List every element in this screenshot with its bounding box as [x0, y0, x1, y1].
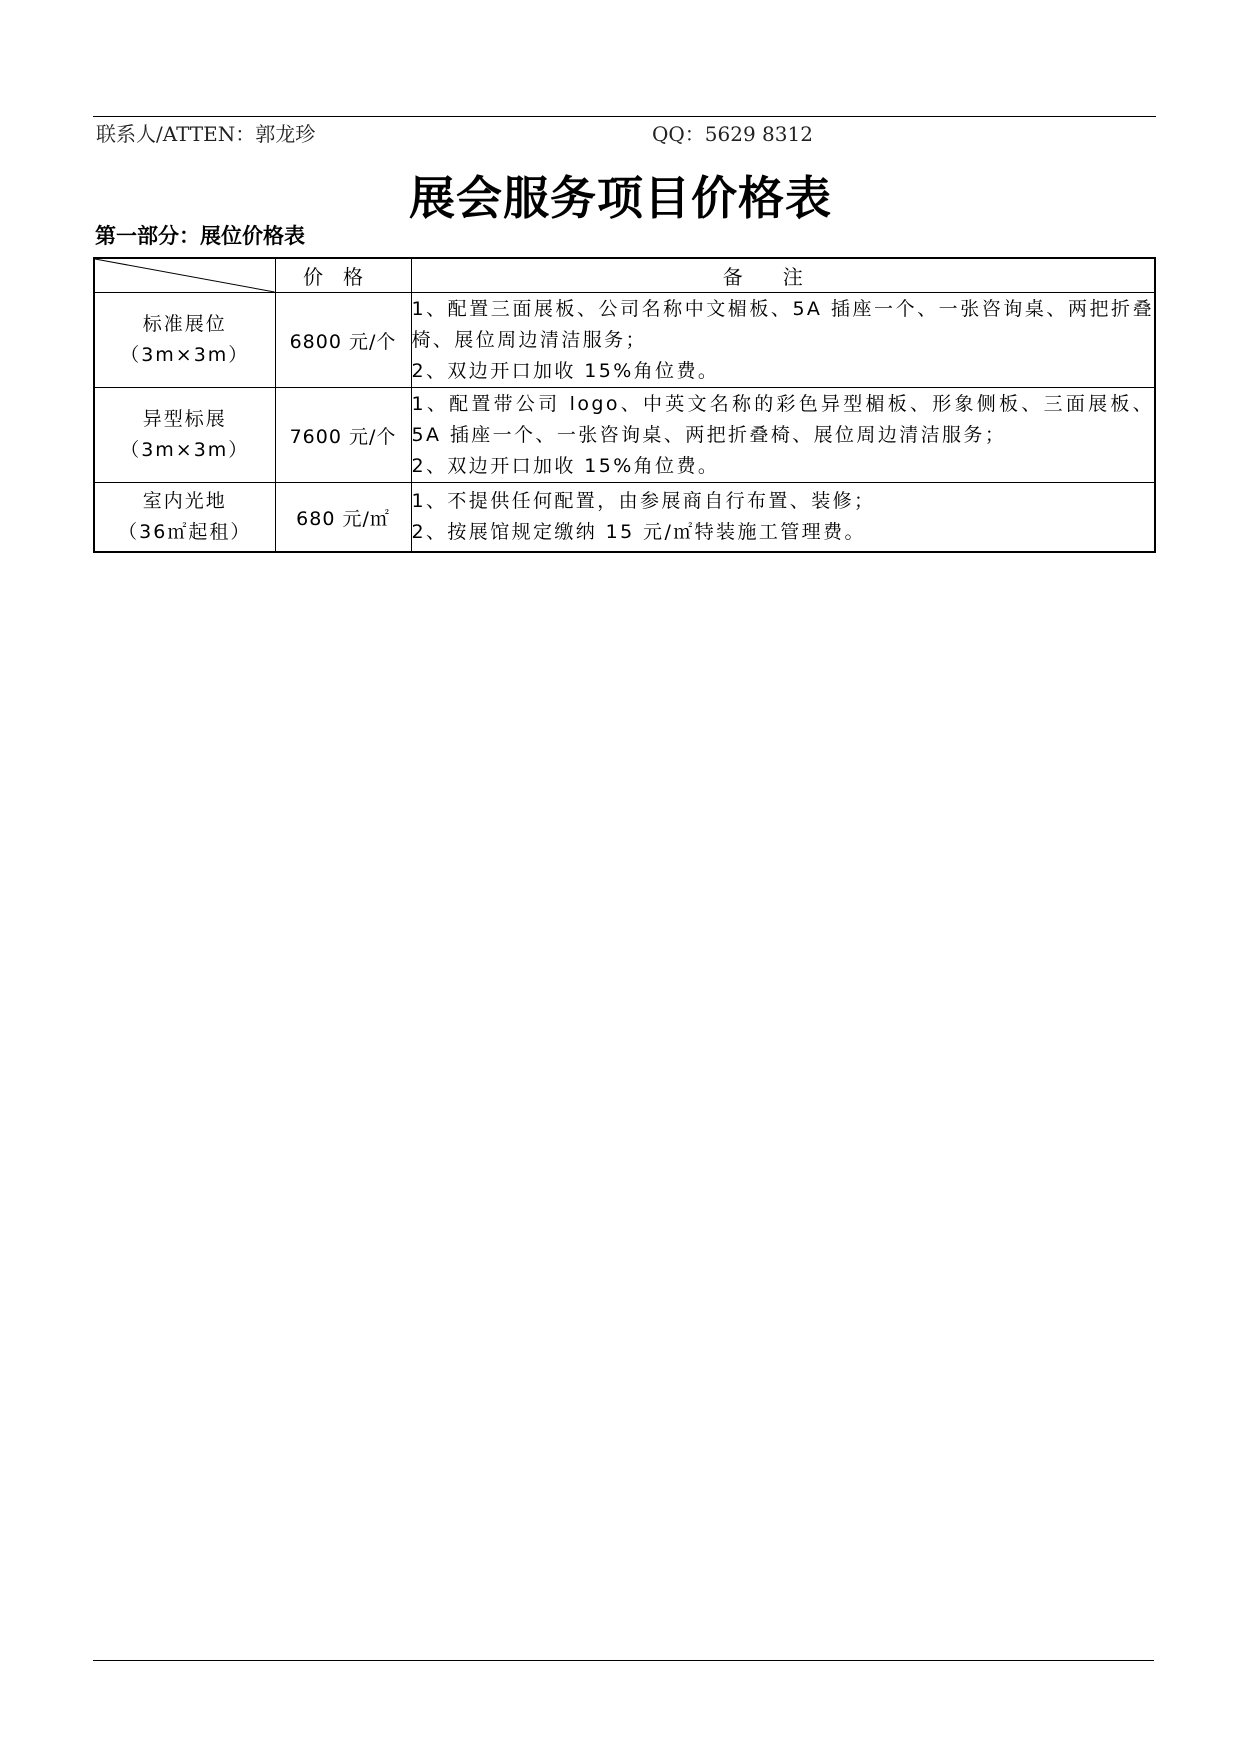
- remarks-column-header: 备注: [411, 258, 1155, 293]
- booth-price-table: [93, 257, 1156, 553]
- note-line: 2、双边开口加收 15%角位费。: [411, 359, 720, 382]
- item-name: 标准展位: [142, 313, 227, 335]
- note-cell: [411, 388, 1155, 483]
- price-column-header: 价格: [275, 258, 411, 293]
- note-line: 1、配置三面展板、公司名称中文楣板、5A 插座一个、一张咨询桌、两把折叠椅、展位周边清洁服务；: [411, 297, 1154, 351]
- price-cell: 7600 元/个: [275, 388, 411, 483]
- corner-diagonal-cell: [94, 258, 275, 293]
- note-line: 1、配置带公司 logo、中英文名称的彩色异型楣板、形象侧板、三面展板、5A 插座一个、一张咨询桌、两把折叠椅、展位周边清洁服务；: [411, 392, 1154, 446]
- table-row: [94, 483, 1155, 553]
- table-header-row: [94, 258, 1155, 293]
- diagonal-line: [95, 259, 275, 292]
- footer-rule: [93, 1660, 1154, 1661]
- page-title: 展会服务项目价格表: [409, 171, 832, 225]
- item-size: （36㎡起租）: [118, 521, 252, 543]
- item-name: 室内光地: [142, 490, 227, 512]
- note-cell: [411, 483, 1155, 553]
- item-cell: [94, 388, 275, 483]
- note-line: 2、按展馆规定缴纳 15 元/㎡特装施工管理费。: [411, 521, 866, 543]
- item-cell: [94, 293, 275, 388]
- section-title: 第一部分：展位价格表: [95, 224, 305, 248]
- note-line: 2、双边开口加收 15%角位费。: [411, 454, 720, 477]
- price-cell: 680 元/㎡: [275, 483, 411, 553]
- note-cell: [411, 293, 1155, 388]
- item-size: （3m×3m）: [120, 344, 250, 366]
- table-row: [94, 388, 1155, 483]
- price-cell: 6800 元/个: [275, 293, 411, 388]
- contact-qq: QQ：5629 8312: [652, 122, 813, 146]
- item-name: 异型标展: [142, 408, 227, 430]
- item-size: （3m×3m）: [120, 439, 250, 461]
- contact-person: 联系人/ATTEN：郭龙珍: [96, 122, 316, 146]
- table-row: [94, 293, 1155, 388]
- note-line: 1、不提供任何配置，由参展商自行布置、装修；: [411, 490, 876, 512]
- item-cell: [94, 483, 275, 553]
- header-rule: [93, 116, 1156, 117]
